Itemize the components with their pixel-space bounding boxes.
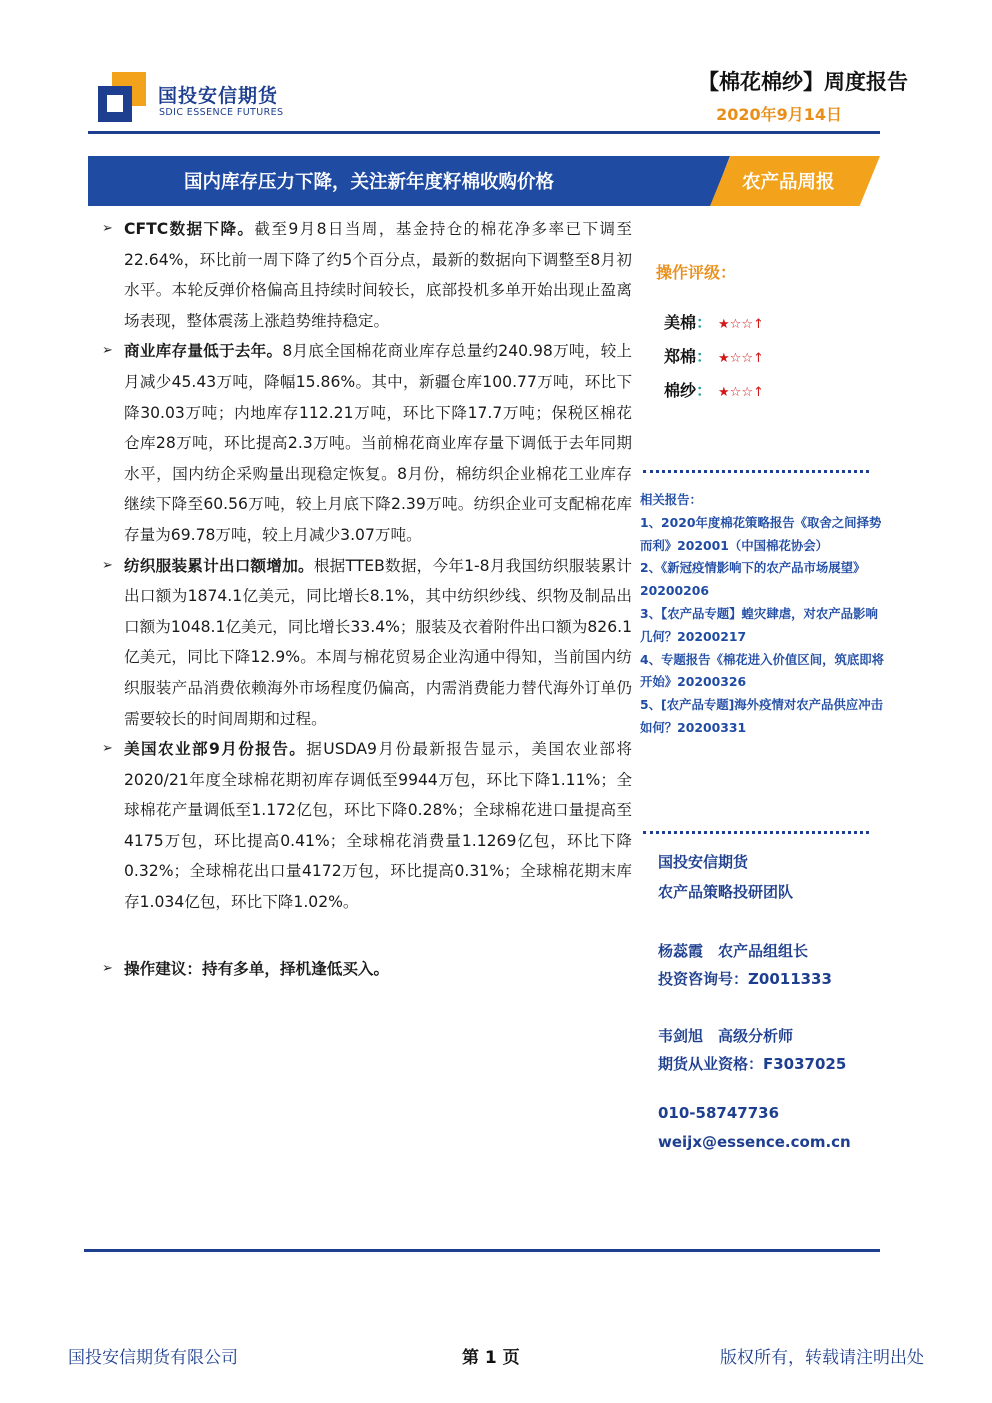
rating-name: 郑棉 (664, 347, 697, 366)
logo-mark-icon (98, 72, 146, 122)
bullet-lead: 纺织服装累计出口额增加。 (124, 556, 314, 575)
rating-name: 美棉 (664, 313, 697, 332)
bullet-text: 截至9月8日当周，基金持仓的棉花净多率已下调至22.64%，环比前一周下降了约5个百分点，最新的数据向下调整至8月初水平。本轮反弹价格偏高且持续时间较长，底部投机多单开始出现止盈离场表现，整体震荡上涨趋势维持稳定。 (124, 220, 632, 330)
rating-separator: ： (696, 313, 713, 332)
bullet-commercial-stock (102, 336, 632, 550)
star-rating-icon: ★☆☆↑ (718, 351, 764, 366)
title-banner (88, 156, 880, 206)
bullet-usda-report (102, 734, 632, 918)
related-report-link[interactable]: 1、2020年度棉花策略报告《取舍之间择势而利》202001（中国棉花协会） (640, 514, 882, 553)
star-rating-icon: ★☆☆↑ (718, 317, 764, 332)
report-title: 【棉花棉纱】周度报告 (698, 70, 908, 94)
bullet-lead: 美国农业部9月份报告。 (124, 740, 307, 759)
bullet-arrow-icon: ➢ (102, 557, 113, 573)
footer-copyright: 版权所有，转载请注明出处 (720, 1348, 924, 1368)
bullet-text: 据USDA9月份最新报告显示，美国农业部将2020/21年度全球棉花期初库存调低至9944万包，环比下降1.11%；全球棉花产量调低至1.172亿包，环比下降0.28%；全球棉花进口量提高至4175万包，环比提高0.41%；全球棉花消费量1.1269亿包，环比下降0.32%；全球棉花出口量4172万包，环比提高0.31%；全球棉花期末库存1.034亿包，环比下降1.02%。 (124, 740, 632, 912)
related-reports-title: 相关报告： (640, 492, 702, 507)
report-date: 2020年9月14日 (716, 105, 842, 124)
star-rating-icon: ★☆☆↑ (718, 385, 764, 400)
rating-row-zhengzhou-cotton (664, 344, 764, 372)
bullet-arrow-icon: ➢ (102, 221, 113, 236)
page-number: 第 1 页 (462, 1348, 520, 1368)
bullet-text: 8月底全国棉花商业库存总量约240.98万吨，较上月减少45.43万吨，降幅15.86%。其中，新疆仓库100.77万吨，环比下降30.03万吨；内地库存112.21万吨，环比下降17.7万吨；保税区棉花仓库28万吨，环比提高2.3万吨。当前棉花商业库存量下调低于去年同期水平，国内纺企采购量出现稳定恢复。8月份，棉纺织企业棉花工业库存继续下降至60.56万吨，较上月底下降2.39万吨。纺织企业可支配棉花库存量为69.78万吨，较上月减少3.07万吨。 (124, 342, 632, 544)
bullet-text: 根据TTEB数据，今年1-8月我国纺织服装累计出口额为1874.1亿美元，同比增长8.1%，其中纺织纱线、织物及制品出口额为1048.1亿美元，同比增长33.4%；服装及衣着附件出口额为826.1亿美元，同比下降12.9%。本周与棉花贸易企业沟通中得知，当前国内纺织服装产品消费依赖海外市场程度仍偏高，内需消费能力替代海外订单仍需要较长的时间周期和过程。 (124, 556, 632, 728)
footer-company: 国投安信期货有限公司 (68, 1348, 238, 1368)
analyst-1-cert: 投资咨询号：Z0011333 (658, 970, 832, 988)
rating-separator: ： (696, 347, 713, 366)
bullet-cftc (102, 214, 632, 336)
rating-title: 操作评级： (656, 263, 737, 282)
footer-divider (84, 1249, 880, 1252)
analyst-2-name: 韦剑旭 高级分析师 (658, 1027, 794, 1045)
contact-phone: 010-58747736 (658, 1104, 780, 1122)
related-report-link[interactable]: 2、《新冠疫情影响下的农产品市场展望》20200206 (640, 560, 866, 599)
dotted-divider (643, 831, 869, 834)
related-report-link[interactable]: 5、[农产品专题]海外疫情对农产品供应冲击如何？20200331 (640, 697, 883, 735)
related-reports (640, 489, 888, 740)
rating-row-us-cotton (664, 310, 764, 338)
header-divider (88, 131, 880, 134)
bullet-lead: 商业库存量低于去年。 (124, 342, 283, 361)
rating-separator: ： (696, 381, 713, 400)
team-group: 农产品策略投研团队 (658, 883, 794, 901)
dotted-divider (643, 470, 869, 473)
bullet-advice (102, 954, 632, 985)
team-company: 国投安信期货 (658, 853, 749, 871)
banner-headline: 国内库存压力下降，关注新年度籽棉收购价格 (184, 172, 555, 193)
analyst-2-cert: 期货从业资格：F3037025 (658, 1055, 847, 1073)
bullet-arrow-icon: ➢ (102, 960, 113, 976)
rating-name: 棉纱 (664, 381, 697, 400)
analyst-1-name: 杨蕊霞 农产品组组长 (658, 942, 809, 960)
advice-text: 操作建议：持有多单，择机逢低买入。 (124, 959, 390, 978)
contact-email[interactable]: weijx@essence.com.cn (658, 1133, 851, 1151)
bullet-lead: CFTC数据下降。 (124, 220, 255, 238)
logo-name-en: SDIC ESSENCE FUTURES (159, 107, 284, 118)
banner-category-tag: 农产品周报 (742, 172, 835, 193)
logo-name-cn: 国投安信期货 (158, 85, 279, 107)
company-logo (98, 72, 308, 128)
bullet-arrow-icon: ➢ (102, 343, 113, 359)
bullet-arrow-icon: ➢ (102, 741, 113, 757)
rating-row-cotton-yarn (664, 378, 764, 406)
related-report-link[interactable]: 3、【农产品专题】蝗灾肆虐，对农产品影响几何？20200217 (640, 605, 878, 644)
related-report-link[interactable]: 4、专题报告《棉花进入价值区间，筑底即将开始》20200326 (640, 651, 885, 690)
bullet-textile-exports (102, 551, 632, 735)
main-content (102, 214, 632, 984)
